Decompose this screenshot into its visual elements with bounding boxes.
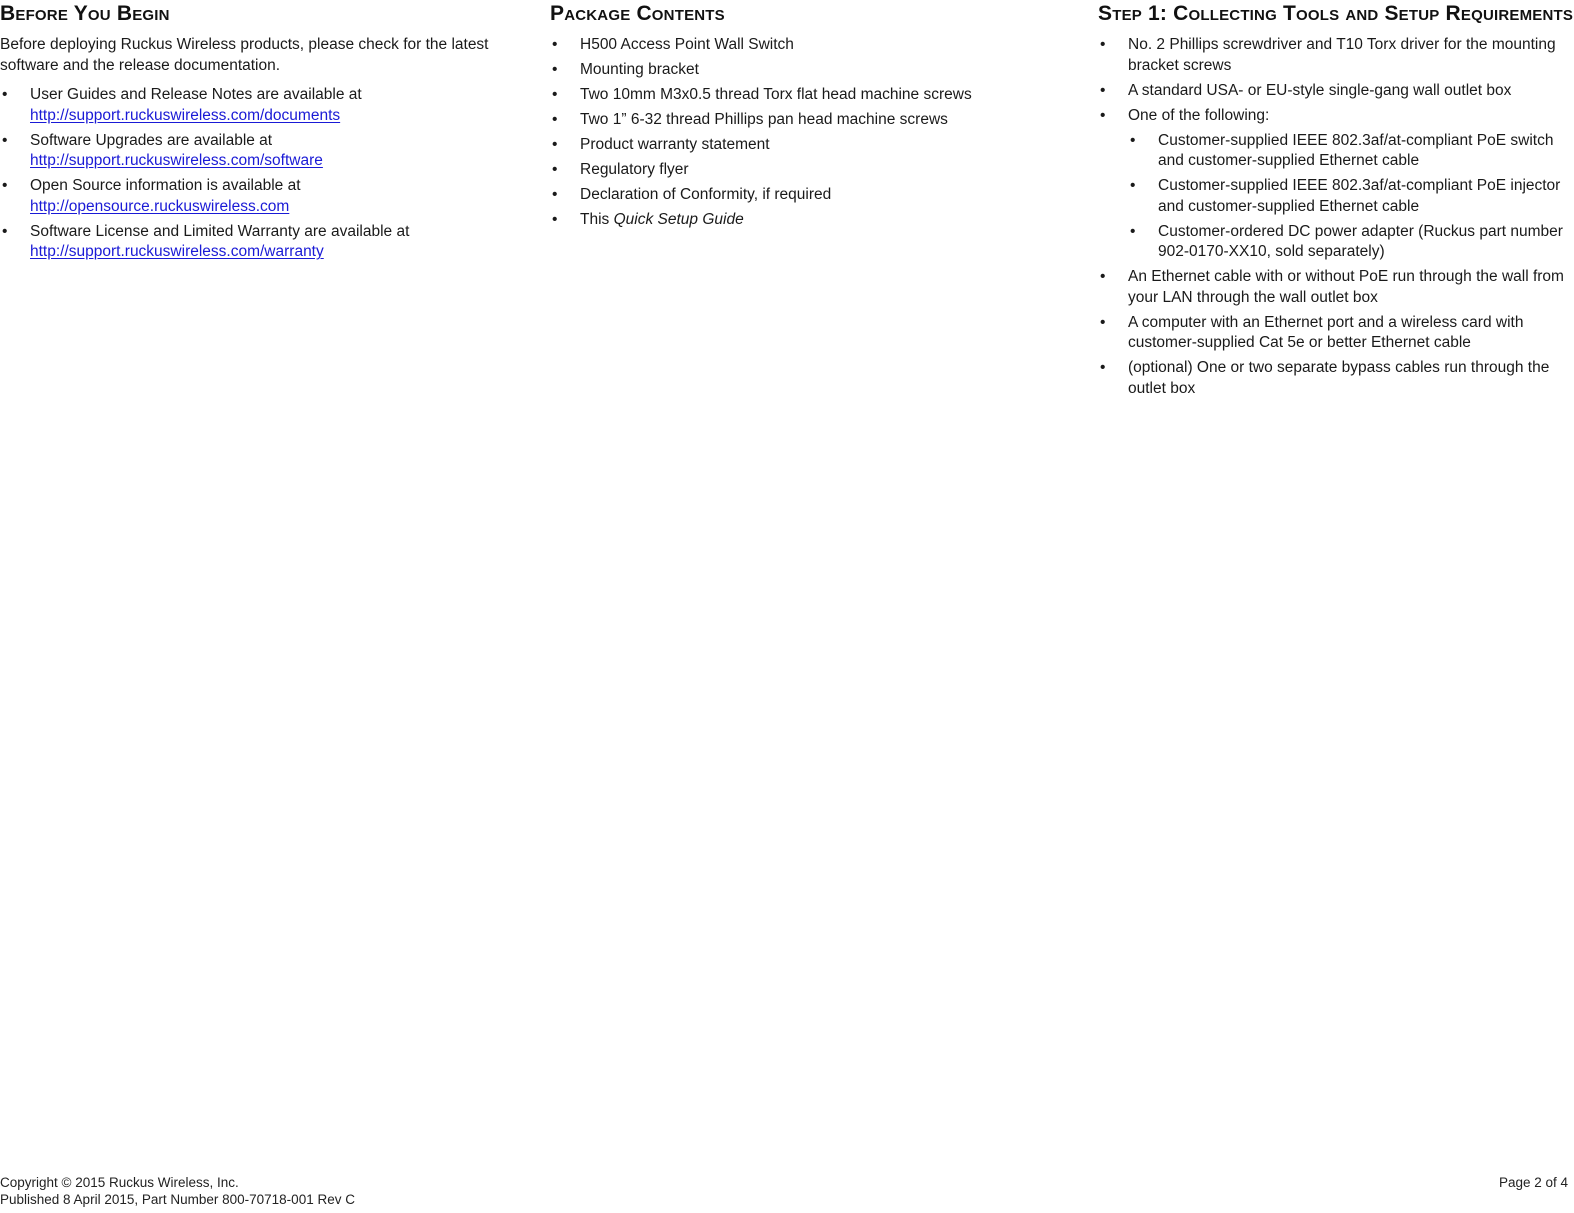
sub-list-item: • Customer-ordered DC power adapter (Ruckus part number 902-0170-XX10, sold separately)	[1128, 222, 1574, 263]
list-item	[0, 176, 500, 217]
requirements-list	[1098, 35, 1574, 399]
list-item	[1098, 106, 1574, 263]
guide-title: Quick Setup Guide	[613, 211, 744, 228]
package-contents-section	[550, 0, 1050, 235]
list-item: • Mounting bracket	[550, 60, 1050, 81]
sub-list-item: • Customer-supplied IEEE 802.3af/at-compliant PoE switch and customer-supplied Ethernet cable	[1128, 131, 1574, 172]
list-item-text: Software Upgrades are available at	[30, 131, 273, 149]
page-footer	[0, 1174, 1574, 1213]
power-options-list	[1128, 131, 1574, 263]
step1-section	[1098, 0, 1574, 404]
opensource-link[interactable]: http://opensource.ruckuswireless.com	[30, 197, 290, 215]
list-item-text: Software License and Limited Warranty are available at	[30, 222, 410, 240]
list-item-text: One of the following:	[1128, 106, 1270, 124]
package-contents-list	[550, 35, 1050, 231]
package-contents-heading: Package Contents	[550, 2, 725, 25]
list-item-prefix: This	[580, 211, 610, 228]
list-item: • Two 1” 6-32 thread Phillips pan head machine screws	[550, 110, 1050, 131]
documents-link[interactable]: http://support.ruckuswireless.com/documents	[30, 106, 341, 124]
page-number: Page 2 of 4	[1498, 1175, 1568, 1190]
list-item-text: User Guides and Release Notes are available at	[30, 86, 362, 103]
list-item: • No. 2 Phillips screwdriver and T10 Torx driver for the mounting bracket screws	[1098, 35, 1574, 76]
software-link[interactable]: http://support.ruckuswireless.com/software	[30, 152, 323, 169]
list-item: • (optional) One or two separate bypass cables run through the outlet box	[1098, 358, 1574, 399]
list-item	[0, 85, 500, 126]
warranty-link[interactable]: http://support.ruckuswireless.com/warranty	[30, 243, 324, 260]
list-item: • Two 10mm M3x0.5 thread Torx flat head machine screws	[550, 85, 1050, 106]
published-text: Published 8 April 2015, Part Number 800-70718-001 Rev C	[0, 1192, 355, 1207]
list-item: • Declaration of Conformity, if required	[550, 185, 1050, 206]
sub-list-item: • Customer-supplied IEEE 802.3af/at-compliant PoE injector and customer-supplied Ethernet cable	[1128, 176, 1574, 217]
before-you-begin-section	[0, 0, 500, 267]
list-item: • H500 Access Point Wall Switch	[550, 35, 1050, 56]
list-item: • Regulatory flyer	[550, 160, 1050, 181]
list-item: • A standard USA- or EU-style single-gang wall outlet box	[1098, 81, 1574, 102]
list-item: • Product warranty statement	[550, 135, 1050, 156]
list-item	[550, 210, 1050, 231]
before-you-begin-intro: Before deploying Ruckus Wireless products, please check for the latest software and the release documentation.	[0, 36, 489, 74]
step1-heading: Step 1: Collecting Tools and Setup Requirements	[1098, 2, 1574, 25]
list-item	[0, 131, 500, 172]
list-item	[0, 222, 500, 263]
list-item: • An Ethernet cable with or without PoE run through the wall from your LAN through the wall outlet box	[1098, 267, 1574, 308]
before-you-begin-heading: Before You Begin	[0, 2, 170, 25]
footer-publication-info	[0, 1174, 355, 1208]
copyright-text: Copyright © 2015 Ruckus Wireless, Inc.	[0, 1175, 239, 1190]
list-item: • A computer with an Ethernet port and a wireless card with customer-supplied Cat 5e or better Ethernet cable	[1098, 313, 1574, 354]
list-item-text: Open Source information is available at	[30, 177, 301, 194]
resource-list	[0, 85, 500, 263]
